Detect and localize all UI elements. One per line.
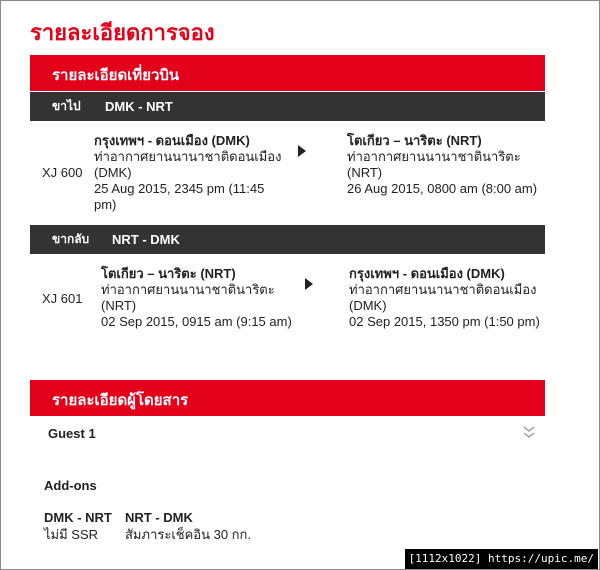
outbound-arrival-time: 26 Aug 2015, 0800 am (8:00 am) xyxy=(347,181,538,196)
flight-details-header: รายละเอียดเที่ยวบิน xyxy=(30,55,545,91)
return-departure-city: โตเกียว – นาริตะ (NRT) xyxy=(101,266,236,281)
outbound-direction-label: ขาไป xyxy=(52,99,81,113)
return-arrival-code: (DMK) xyxy=(349,298,387,313)
outbound-arrival-code: (NRT) xyxy=(347,165,383,180)
addons-heading: Add-ons xyxy=(44,478,97,493)
addon-segment-route: NRT - DMK xyxy=(125,510,193,525)
addon-segment-route: DMK - NRT xyxy=(44,510,112,525)
outbound-arrival-airport: ท่าอากาศยานนานาชาตินาริตะ xyxy=(347,149,521,164)
addon-segment-outbound xyxy=(44,509,112,543)
chevron-down-icon[interactable] xyxy=(522,424,536,440)
return-departure-time: 02 Sep 2015, 0915 am (9:15 am) xyxy=(101,314,292,329)
outbound-arrival xyxy=(347,133,547,197)
return-departure-airport: ท่าอากาศยานนานาชาตินาริตะ xyxy=(101,282,275,297)
addon-segment-value: ไม่มี SSR xyxy=(44,527,99,542)
outbound-departure-code: (DMK) xyxy=(94,165,132,180)
passenger-details-header: รายละเอียดผู้โดยสาร xyxy=(30,380,545,416)
arrow-right-icon xyxy=(298,145,306,157)
watermark-label: [1112x1022] https://upic.me/ xyxy=(405,549,598,569)
outbound-route-label: DMK - NRT xyxy=(105,99,173,114)
return-arrival-time: 02 Sep 2015, 1350 pm (1:50 pm) xyxy=(349,314,540,329)
page-title: รายละเอียดการจอง xyxy=(30,21,215,46)
return-arrival-airport: ท่าอากาศยานนานาชาติดอนเมือง xyxy=(349,282,537,297)
outbound-departure-airport: ท่าอากาศยานนานาชาติดอนเมือง xyxy=(94,149,282,164)
outbound-arrival-city: โตเกียว – นาริตะ (NRT) xyxy=(347,133,482,148)
outbound-departure-city: กรุงเทพฯ - ดอนเมือง (DMK) xyxy=(94,133,250,148)
return-arrival-city: กรุงเทพฯ - ดอนเมือง (DMK) xyxy=(349,266,505,281)
return-leg-bar xyxy=(30,225,545,254)
addon-segment-return xyxy=(125,509,251,543)
return-departure xyxy=(101,266,301,330)
guest-label[interactable]: Guest 1 xyxy=(48,426,96,441)
outbound-departure-time: 25 Aug 2015, 2345 pm (11:45 xyxy=(94,181,265,196)
return-flight-number: XJ 601 xyxy=(42,291,83,306)
outbound-departure xyxy=(94,133,284,213)
arrow-right-icon xyxy=(305,278,313,290)
return-direction-label: ขากลับ xyxy=(52,232,90,246)
outbound-departure-time-cont: pm) xyxy=(94,197,117,212)
addon-segment-value: สัมภาระเช็คอิน 30 กก. xyxy=(125,527,252,542)
return-route-label: NRT - DMK xyxy=(112,232,180,247)
outbound-flight-number: XJ 600 xyxy=(42,165,83,180)
return-departure-code: (NRT) xyxy=(101,298,137,313)
return-arrival xyxy=(349,266,549,330)
outbound-leg-bar xyxy=(30,92,545,121)
